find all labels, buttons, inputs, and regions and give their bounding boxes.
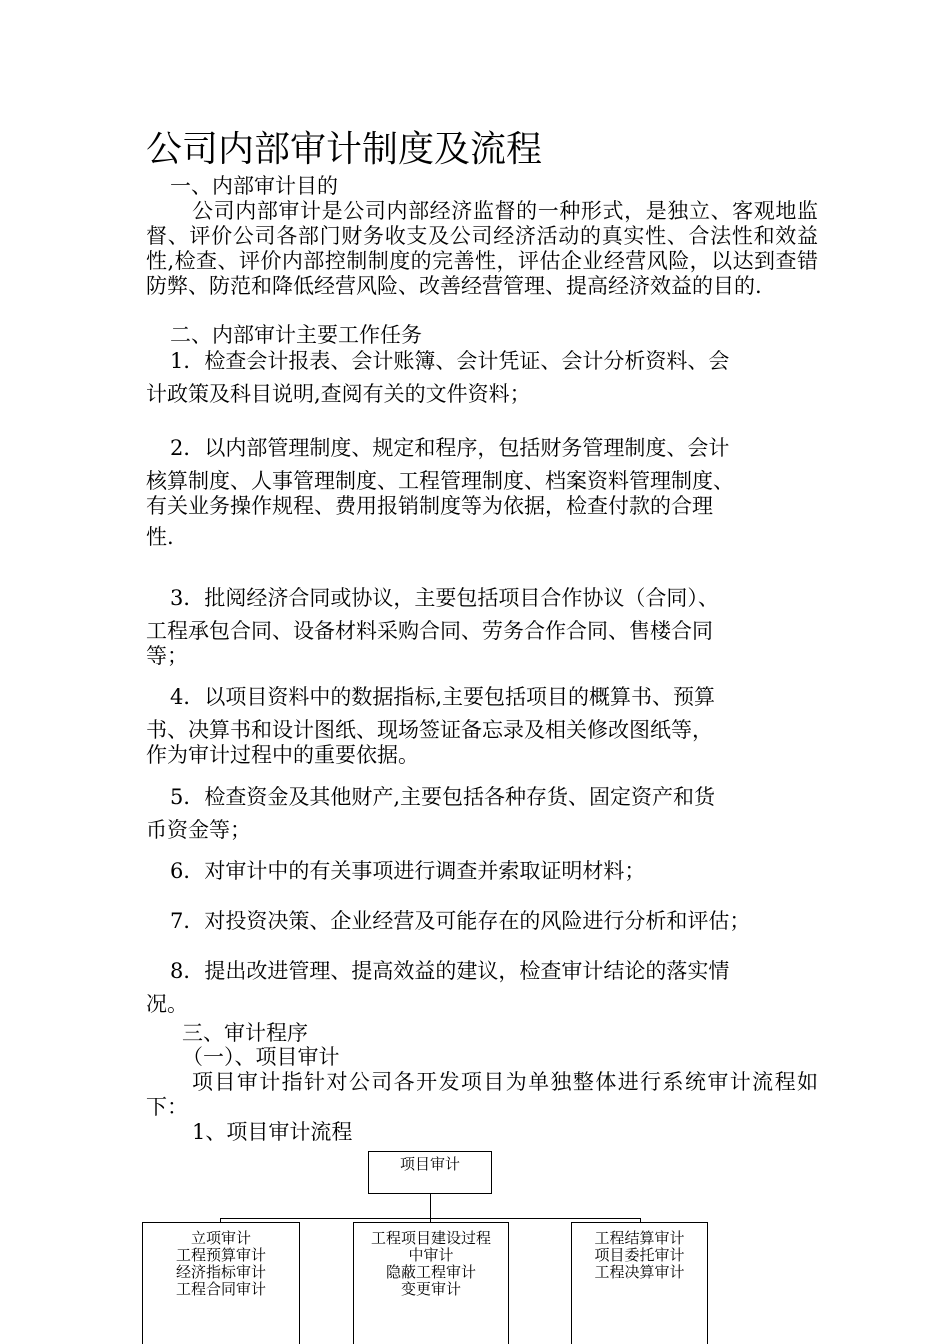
section2-heading: 二、内部审计主要工作任务 (170, 323, 422, 347)
task-line: 书、决算书和设计图纸、现场签证备忘录及相关修改图纸等， (146, 718, 713, 742)
flow-root-label: 项目审计 (399, 1155, 460, 1173)
task-line: 币资金等； (146, 818, 251, 842)
section3-sub1: （一）、项目审计 (182, 1045, 340, 1069)
task-item-3 (146, 582, 818, 669)
task-item-6 (146, 855, 818, 892)
task-line: 等； (146, 644, 188, 668)
task-line: 3．批阅经济合同或协议，主要包括项目合作协议（合同）、 (170, 586, 719, 610)
task-line: 核算制度、人事管理制度、工程管理制度、档案资料管理制度、 (146, 469, 734, 493)
task-item-5 (146, 781, 818, 843)
section1-heading: 一、内部审计目的 (170, 174, 338, 198)
task-line: 2．以内部管理制度、规定和程序，包括财务管理制度、会计 (170, 436, 730, 460)
flow-box-line: 工程项目建设过程 (370, 1229, 491, 1247)
task-item-7 (146, 905, 818, 942)
task-item-2 (146, 432, 818, 556)
flow-box-line: 变更审计 (400, 1280, 461, 1298)
task-line: 1．检查会计报表、会计账簿、会计凭证、会计分析资料、会 (170, 349, 730, 373)
task-line: 工程承包合同、设备材料采购合同、劳务合作合同、售楼合同 (146, 619, 713, 643)
flow-box-line: 隐蔽工程审计 (385, 1263, 476, 1281)
flow-connector-vertical (430, 1194, 431, 1219)
flow-box-process (353, 1222, 509, 1344)
flow-box-line: 工程预算审计 (175, 1246, 266, 1264)
task-item-4 (146, 681, 818, 768)
flow-root-box (368, 1151, 492, 1194)
task-line: 有关业务操作规程、费用报销制度等为依据，检查付款的合理 (146, 494, 713, 518)
flow-box-line: 工程决算审计 (594, 1263, 685, 1281)
flow-box-line: 中审计 (408, 1246, 454, 1264)
task-line: 5．检查资金及其他财产,主要包括各种存货、固定资产和货 (170, 785, 716, 809)
document-title: 公司内部审计制度及流程 (146, 129, 543, 170)
flow-box-line: 工程结算审计 (594, 1229, 685, 1247)
task-line: 性. (146, 525, 174, 549)
task-line: 计政策及科目说明,查阅有关的文件资料； (146, 382, 531, 406)
flow-box-line: 立项审计 (190, 1229, 251, 1247)
flow-box-pre (142, 1222, 300, 1344)
task-item-1 (146, 345, 818, 407)
task-line: 4．以项目资料中的数据指标,主要包括项目的概算书、预算 (170, 685, 716, 709)
flow-box-post (571, 1222, 708, 1344)
task-line: 7．对投资决策、企业经营及可能存在的风险进行分析和评估； (170, 909, 751, 933)
flow-box-line: 经济指标审计 (175, 1263, 266, 1281)
task-item-8 (146, 955, 818, 1017)
task-line: 8．提出改进管理、提高效益的建议，检查审计结论的落实情 (170, 959, 730, 983)
section3-paragraph: 项目审计指针对公司各开发项目为单独整体进行系统审计流程如下： (146, 1070, 818, 1119)
flow-box-line: 工程合同审计 (175, 1280, 266, 1298)
task-line: 6．对审计中的有关事项进行调查并索取证明材料； (170, 859, 646, 883)
flow-heading: 1、项目审计流程 (192, 1120, 353, 1144)
task-line: 作为审计过程中的重要依据。 (146, 743, 419, 767)
section1-paragraph: 公司内部审计是公司内部经济监督的一种形式，是独立、客观地监督、评价公司各部门财务收支及公司经济活动的真实性、合法性和效益性,检查、评价内部控制制度的完善性，评估企业经营风险，以达到查错防弊、防范和降低经营风险、改善经营管理、提高经济效益的目的. (146, 199, 818, 298)
flow-box-line: 项目委托审计 (594, 1246, 685, 1264)
section3-heading: 三、审计程序 (182, 1021, 308, 1045)
task-line: 况。 (146, 992, 188, 1016)
